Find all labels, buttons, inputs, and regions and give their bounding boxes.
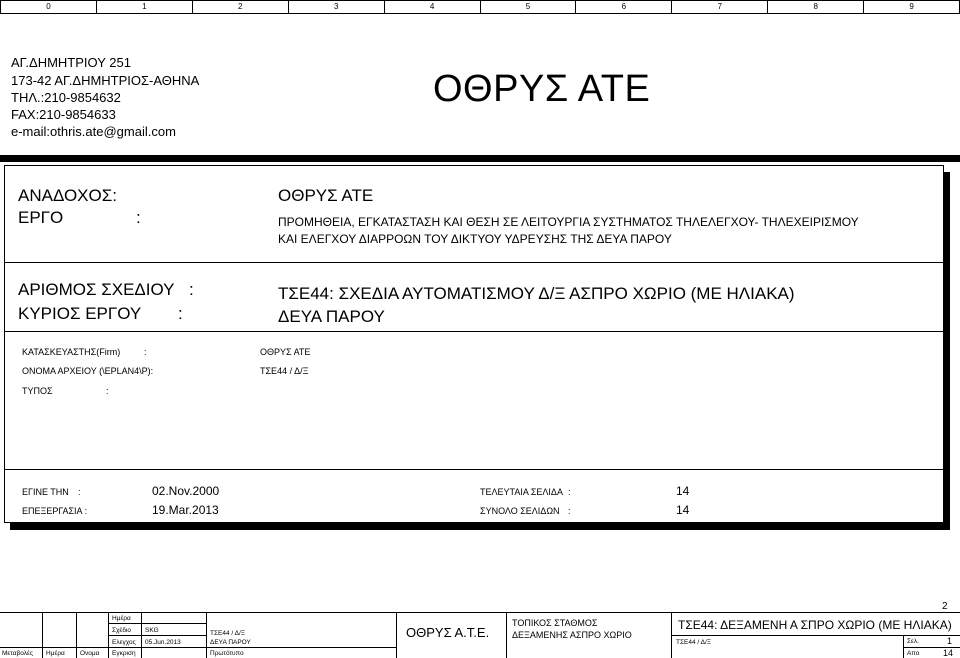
- project-label-row: [18, 208, 141, 228]
- grid-line: [506, 613, 507, 658]
- ruler-cell: 2: [193, 1, 289, 13]
- manufacturer-label: ΚΑΤΑΣΚΕΥΑΣΤΗΣ(Firm): [22, 347, 121, 357]
- sheet-title: ΤΣΕ44: ΔΕΞΑΜΕΝΗ Α ΣΠΡΟ ΧΩΡΙΟ (ΜΕ ΗΛΙΑΚΑ): [678, 618, 952, 632]
- grid-line: [671, 635, 960, 636]
- created-label: ΕΓΙΝΕ ΤΗΝ: [22, 487, 69, 497]
- last-page-label-row: [480, 487, 571, 497]
- sheet-code: ΤΣΕ44 / Δ/Ξ: [676, 639, 711, 646]
- project-description-line1: ΠΡΟΜΗΘΕΙΑ, ΕΓΚΑΤΑΣΤΑΣΗ ΚΑΙ ΘΕΣΗ ΣΕ ΛΕΙΤΟΥΡΓΙΑ ΣΥΣΤΗΜΑΤΟΣ ΤΗΛΕΛΕΓΧΟΥ- ΤΗΛΕΧΕΙΡΙΣΜΟΥ: [278, 215, 859, 229]
- total-pages-colon: :: [568, 506, 571, 516]
- project-label-colon: :: [136, 208, 141, 227]
- drawing-values: [278, 282, 795, 328]
- project-owner-colon: :: [178, 304, 183, 323]
- type-colon: :: [106, 386, 109, 396]
- page-value: 1: [947, 636, 953, 646]
- total-pages-label-row: [480, 506, 571, 516]
- ruler-cell: 9: [909, 2, 914, 11]
- type-label-row: [22, 386, 109, 396]
- page-number: 2: [942, 601, 948, 612]
- date-header: Ημέρα: [112, 615, 131, 622]
- last-page-label: ΤΕΛΕΥΤΑΙΑ ΣΕΛΙΔΑ: [480, 487, 563, 497]
- grid-line: [76, 613, 77, 658]
- project-owner-label-row: [18, 302, 183, 326]
- drawing-number-label-row: [18, 278, 194, 302]
- company-address-line1: ΑΓ.ΔΗΜΗΤΡΙΟΥ 251: [11, 55, 131, 70]
- grid-line: [396, 613, 397, 658]
- drawn-by-label: Σχέδιο: [112, 627, 132, 634]
- contractor-value: ΟΘΡΥΣ ΑΤΕ: [278, 186, 374, 205]
- manufacturer-colon: :: [144, 347, 147, 357]
- approval-label: Εγκριση: [112, 650, 136, 657]
- drawing-number-value: ΤΣΕ44: ΣΧΕΔΙΑ ΑΥΤΟΜΑΤΙΣΜΟΥ Δ/Ξ ΑΣΠΡΟ ΧΩΡΙΟ (ΜΕ ΗΛΙΑΚΑ): [278, 284, 795, 303]
- company-brand-title: ΟΘΡΥΣ ΑΤΕ: [433, 68, 651, 110]
- footer-file-code: ΤΣΕ44 / Δ/Ξ: [210, 630, 245, 637]
- company-address-line2: 173-42 ΑΓ.ΔΗΜΗΤΡΙΟΣ-ΑΘΗΝΑ: [11, 73, 200, 88]
- grid-line: [0, 647, 396, 648]
- project-description-line2: ΚΑΙ ΕΛΕΓΧΟΥ ΔΙΑΡΡΟΩΝ ΤΟΥ ΔΙΚΤΥΟΥ ΥΔΡΕΥΣΗΣ ΤΗΣ ΔΕΥΑ ΠΑΡΟΥ: [278, 232, 672, 246]
- changes-label: Μεταβολές: [2, 650, 34, 657]
- ruler-cell: 1: [97, 1, 193, 13]
- column-ruler: [0, 0, 960, 14]
- name-label: Ονομα: [80, 650, 100, 657]
- page-label: Σελ.: [907, 638, 919, 645]
- ruler-cell: 3: [289, 1, 385, 13]
- site-line2: ΔΕΞΑΜΕΝΗΣ ΑΣΠΡΟ ΧΩΡΙΟ: [512, 630, 632, 640]
- ruler-cell: 4: [385, 1, 481, 13]
- site-line1: ΤΟΠΙΚΟΣ ΣΤΑΘΜΟΣ: [512, 618, 598, 628]
- company-fax: FAX:210-9854633: [11, 107, 116, 122]
- checked-date: 05.Jun.2013: [145, 639, 181, 646]
- created-colon: :: [78, 487, 81, 497]
- edited-label: ΕΠΕΞΕΡΓΑΣΙΑ :: [22, 506, 88, 516]
- grid-line: [206, 613, 207, 658]
- created-date: 02.Nov.2000: [152, 484, 220, 498]
- drawing-number-colon: :: [189, 280, 194, 299]
- edited-date: 19.Mar.2013: [152, 503, 219, 517]
- created-label-row: [22, 487, 81, 497]
- section-divider: [4, 262, 944, 263]
- manufacturer-label-row: [22, 347, 147, 357]
- filename-value: ΤΣΕ44 / Δ/Ξ: [260, 366, 309, 376]
- last-page-value: 14: [676, 484, 690, 498]
- grid-line: [108, 635, 206, 636]
- grid-line: [108, 623, 206, 624]
- section-divider: [4, 469, 944, 470]
- of-label: Απο: [907, 650, 920, 657]
- project-owner-value: ΔΕΥΑ ΠΑΡΟΥ: [278, 307, 385, 326]
- grid-line: [42, 613, 43, 658]
- ruler-cell: 7: [672, 1, 768, 13]
- contractor-label: ΑΝΑΔΟΧΟΣ:: [18, 186, 117, 205]
- footer-company-name: ΟΘΡΥΣ Α.Τ.Ε.: [406, 625, 490, 640]
- company-contact-block: [11, 54, 199, 140]
- header-divider: [0, 155, 960, 162]
- drawing-number-label: ΑΡΙΘΜΟΣ ΣΧΕΔΙΟΥ: [18, 280, 175, 299]
- checked-by-label: Ελεγχος: [112, 639, 136, 646]
- of-value: 14: [943, 648, 954, 658]
- ruler-cell: 8: [768, 1, 864, 13]
- section-divider: [4, 331, 944, 332]
- title-block: [0, 612, 960, 658]
- project-owner-label: ΚΥΡΙΟΣ ΕΡΓΟΥ: [18, 304, 142, 323]
- type-label: ΤΥΠΟΣ: [22, 386, 53, 396]
- company-phone: ΤΗΛ.:210-9854632: [11, 90, 121, 105]
- total-pages-label: ΣΥΝΟΛΟ ΣΕΛΙΔΩΝ: [480, 506, 560, 516]
- project-description: [278, 214, 918, 248]
- drawn-by-value: SKG: [145, 627, 159, 634]
- manufacturer-value: ΟΘΡΥΣ ΑΤΕ: [260, 347, 311, 357]
- company-email: e-mail:othris.ate@gmail.com: [11, 124, 176, 139]
- project-label: ΕΡΓΟ: [18, 208, 64, 227]
- total-pages-value: 14: [676, 503, 690, 517]
- ruler-cell: 6: [576, 1, 672, 13]
- drawing-labels: [18, 278, 194, 326]
- filename-label: ΟΝΟΜΑ ΑΡΧΕΙΟΥ (\EPLAN4\P):: [22, 366, 154, 376]
- day-label: Ημέρα: [46, 650, 65, 657]
- ruler-cell: 0: [1, 1, 97, 13]
- ruler-cell: 5: [481, 1, 577, 13]
- footer-owner: ΔΕΥΑ ΠΑΡΟΥ: [210, 639, 251, 646]
- last-page-colon: :: [568, 487, 571, 497]
- original-label: Πρωτότυπο: [210, 650, 244, 657]
